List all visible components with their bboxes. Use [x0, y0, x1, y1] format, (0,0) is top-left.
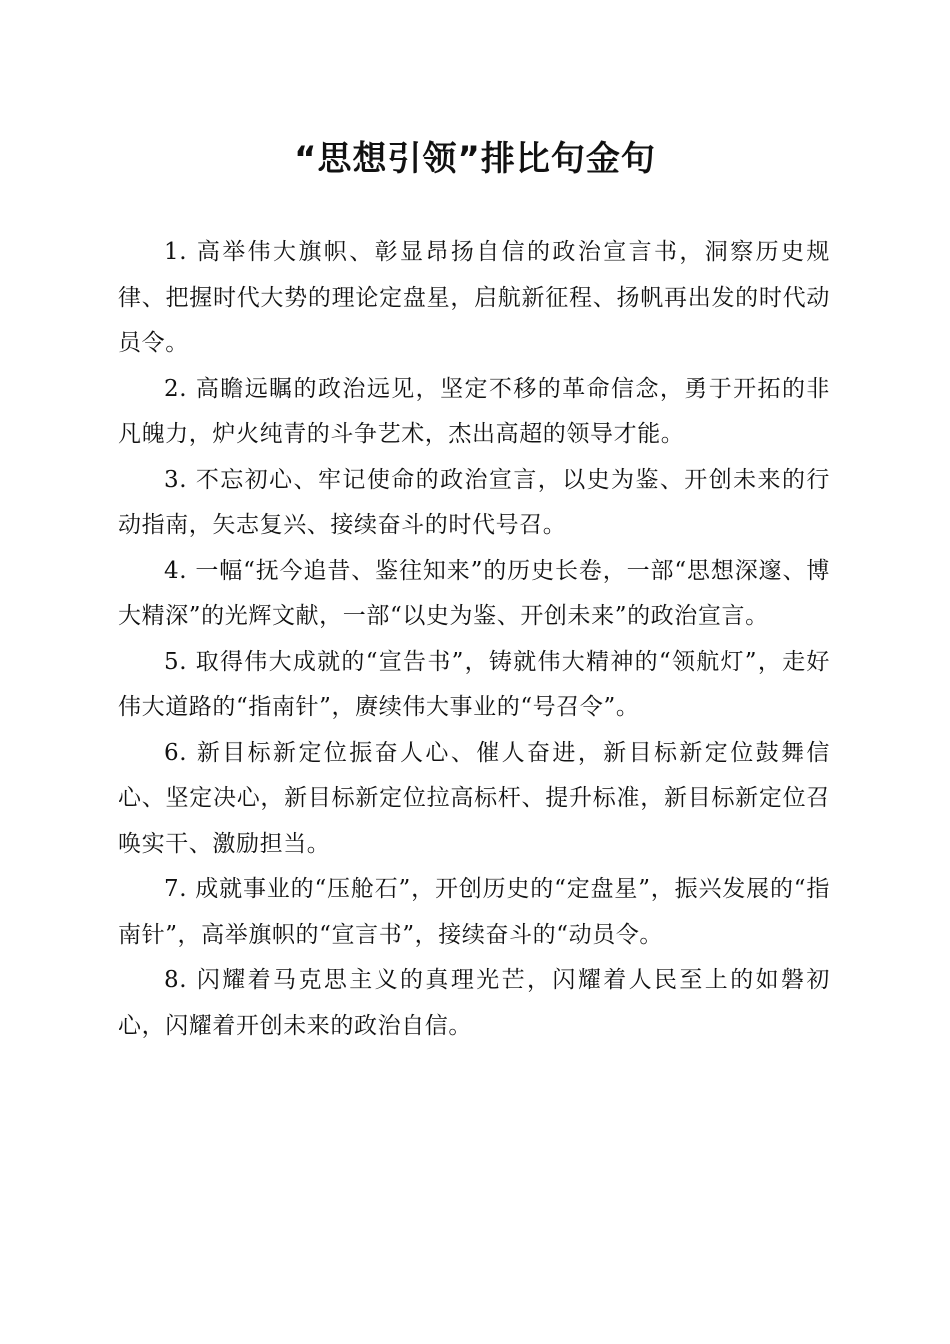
paragraph-8: 8. 闪耀着马克思主义的真理光芒，闪耀着人民至上的如磐初心，闪耀着开创未来的政治自信。 [118, 967, 830, 1039]
paragraph-3: 3. 不忘初心、牢记使命的政治宣言，以史为鉴、开创未来的行动指南，矢志复兴、接续奋斗的时代号召。 [118, 466, 830, 538]
paragraph-7: 7. 成就事业的“压舱石”，开创历史的“定盘星”，振兴发展的“指南针”，高举旗帜的“宣言书”，接续奋斗的“动员令。 [118, 876, 830, 948]
paragraph-1: 1. 高举伟大旗帜、彰显昂扬自信的政治宣言书，洞察历史规律、把握时代大势的理论定盘星，启航新征程、扬帆再出发的时代动员令。 [118, 239, 830, 356]
paragraph-2: 2. 高瞻远瞩的政治远见，坚定不移的革命信念，勇于开拓的非凡魄力，炉火纯青的斗争艺术，杰出高超的领导才能。 [118, 375, 830, 447]
document-body [118, 230, 830, 1049]
paragraph-4: 4. 一幅“抚今追昔、鉴往知来”的历史长卷，一部“思想深邃、博大精深”的光辉文献，一部“以史为鉴、开创未来”的政治宣言。 [118, 557, 830, 629]
paragraph-5: 5. 取得伟大成就的“宣告书”，铸就伟大精神的“领航灯”，走好伟大道路的“指南针”，赓续伟大事业的“号召令”。 [118, 648, 830, 720]
document-title: “思想引领”排比句金句 [294, 139, 656, 179]
paragraph-6: 6. 新目标新定位振奋人心、催人奋进，新目标新定位鼓舞信心、坚定决心，新目标新定位拉高标杆、提升标准，新目标新定位召唤实干、激励担当。 [118, 739, 830, 857]
